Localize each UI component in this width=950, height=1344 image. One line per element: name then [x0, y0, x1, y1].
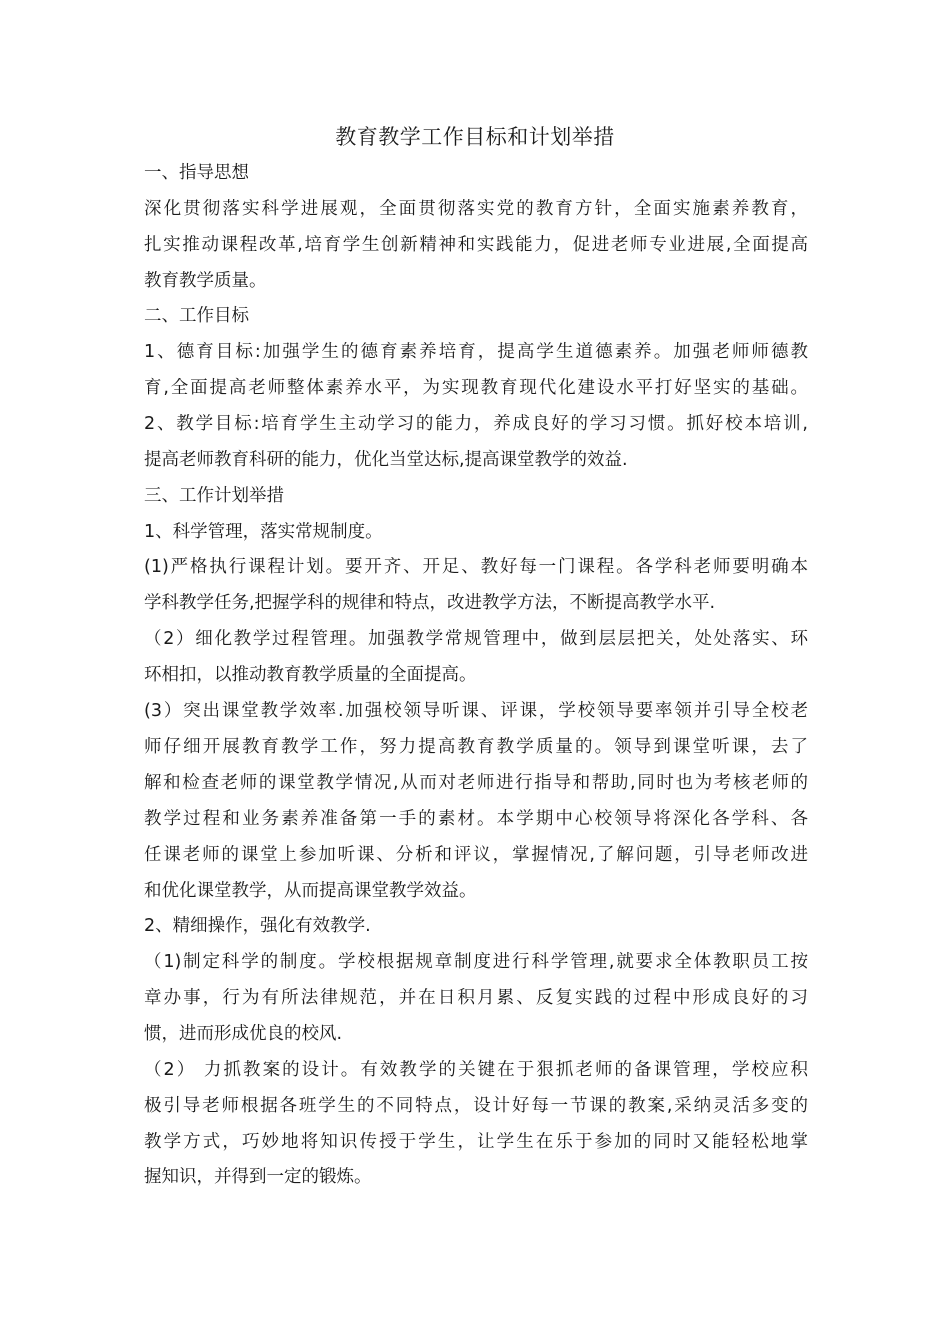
paragraph-line: 育,全面提高老师整体素养水平，为实现教育现代化建设水平打好坚实的基础。: [144, 378, 808, 398]
paragraph-line: 教育教学质量。: [144, 271, 267, 291]
paragraph-line: 扎实推动课程改革,培育学生创新精神和实践能力，促进老师专业进展,全面提高: [144, 235, 808, 255]
subsection-heading: 1、科学管理，落实常规制度。: [144, 522, 383, 542]
document-title: 教育教学工作目标和计划举措: [335, 125, 615, 149]
paragraph-line: 师仔细开展教育教学工作，努力提高教育教学质量的。领导到课堂听课，去了: [144, 737, 808, 757]
paragraph-line: 任课老师的课堂上参加听课、分析和评议，掌握情况,了解问题，引导老师改进: [144, 845, 808, 865]
section-heading: 一、指导思想: [144, 163, 249, 183]
subsection-heading: 2、精细操作，强化有效教学.: [144, 916, 371, 936]
paragraph-line: 学科教学任务,把握学科的规律和特点，改进教学方法，不断提高教学水平.: [144, 593, 716, 613]
section-heading: 二、工作目标: [144, 306, 249, 326]
paragraph-line: 章办事，行为有所法律规范，并在日积月累、反复实践的过程中形成良好的习: [144, 988, 808, 1008]
section-heading: 三、工作计划举措: [144, 486, 284, 506]
paragraph-line: 解和检查老师的课堂教学情况,从而对老师进行指导和帮助,同时也为考核老师的: [144, 773, 808, 793]
paragraph-line: 提高老师教育科研的能力，优化当堂达标,提高课堂教学的效益.: [144, 450, 628, 470]
paragraph-line: (1)严格执行课程计划。要开齐、开足、教好每一门课程。各学科老师要明确本: [144, 557, 808, 577]
paragraph-line: 极引导老师根据各班学生的不同特点，设计好每一节课的教案,采纳灵活多变的: [144, 1096, 808, 1116]
paragraph-line: 和优化课堂教学，从而提高课堂教学效益。: [144, 881, 477, 901]
paragraph-line: 深化贯彻落实科学进展观，全面贯彻落实党的教育方针，全面实施素养教育，: [144, 199, 808, 219]
paragraph-line: 环相扣，以推动教育教学质量的全面提高。: [144, 665, 477, 685]
paragraph-line: 握知识，并得到一定的锻炼。: [144, 1167, 372, 1187]
paragraph-line: 教学方式，巧妙地将知识传授于学生，让学生在乐于参加的同时又能轻松地掌: [144, 1132, 808, 1152]
paragraph-line: （2） 力抓教案的设计。有效教学的关键在于狠抓老师的备课管理，学校应积: [144, 1060, 808, 1080]
paragraph-line: （2）细化教学过程管理。加强教学常规管理中，做到层层把关，处处落实、环: [144, 629, 808, 649]
paragraph-line: （1)制定科学的制度。学校根据规章制度进行科学管理,就要求全体教职员工按: [144, 952, 808, 972]
paragraph-line: 2、教学目标:培育学生主动学习的能力，养成良好的学习习惯。抓好校本培训,: [144, 414, 808, 434]
paragraph-line: 教学过程和业务素养准备第一手的素材。本学期中心校领导将深化各学科、各: [144, 809, 808, 829]
paragraph-line: 惯，进而形成优良的校风.: [144, 1024, 343, 1044]
paragraph-line: 1、德育目标:加强学生的德育素养培育，提高学生道德素养。加强老师师德教: [144, 342, 808, 362]
paragraph-line: (3）突出课堂教学效率.加强校领导听课、评课，学校领导要率领并引导全校老: [144, 701, 808, 721]
